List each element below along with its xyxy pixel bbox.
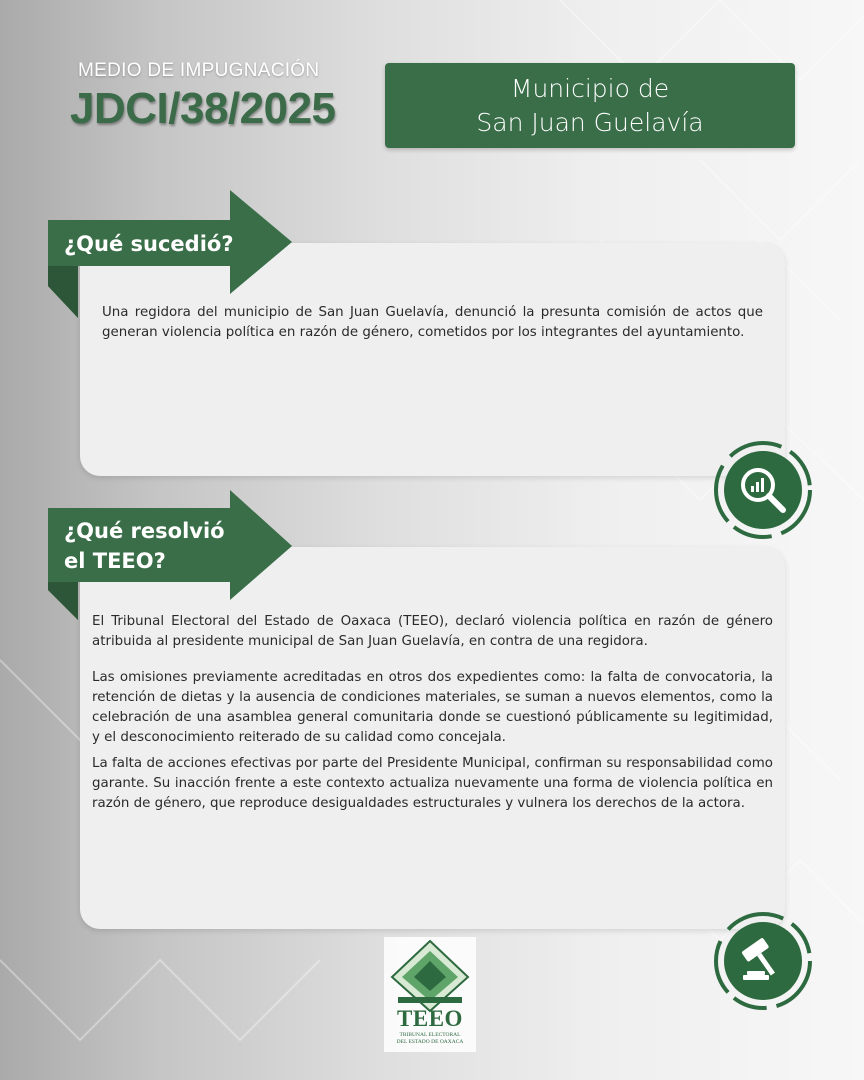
case-number: JDCI/38/2025 bbox=[70, 84, 336, 133]
municipality-box bbox=[385, 63, 795, 148]
logo-subtitle-line-2: DEL ESTADO DE OAXACA bbox=[396, 1039, 464, 1045]
what-happened-title: ¿Qué sucedió? bbox=[64, 232, 234, 256]
resolution-paragraph-1: El Tribunal Electoral del Estado de Oaxaca (TEEO), declaró violencia política en razón de género atribuida al presidente municipal de San Juan Guelavía, en contra de una regidora. bbox=[92, 614, 773, 649]
gavel-icon bbox=[713, 911, 813, 1011]
resolution-paragraph-3: La falta de acciones efectivas por parte del Presidente Municipal, confirman su responsabilidad como garante. Su inacción frente a este contexto actualiza nuevamente una forma de violencia política en razón de género, que reproduce desigualdades estructurales y vulnera los derechos de la actora. bbox=[92, 756, 773, 811]
municipality-line-2: San Juan Guelavía bbox=[476, 107, 704, 137]
resolution-title-line-2: el TEEO? bbox=[64, 549, 166, 573]
what-happened-text: Una regidora del municipio de San Juan Guelavía, denunció la presunta comisión de actos que generan violencia política en razón de género, cometidos por los integrantes del ayuntamiento. bbox=[102, 305, 763, 340]
resolution-title-line-1: ¿Qué resolvió bbox=[64, 519, 225, 543]
logo-name: TEEO bbox=[397, 1006, 463, 1031]
logo-subtitle bbox=[384, 1032, 476, 1046]
case-type-label: MEDIO DE IMPUGNACIÓN bbox=[78, 60, 320, 81]
logo-subtitle-line-1: TRIBUNAL ELECTORAL bbox=[399, 1032, 461, 1038]
magnifier-chart-icon bbox=[713, 440, 813, 540]
resolution-paragraph-2: Las omisiones previamente acreditadas en otros dos expedientes como: la falta de convocatoria, la retención de dietas y la ausencia de condiciones materiales, se suman a nuevos elementos, como la celebración de una asamblea general comunitaria donde se cuestionó públicamente su legitimidad, y el desconocimiento reiterado de su calidad como concejala. bbox=[92, 670, 773, 745]
resolution-title bbox=[64, 516, 225, 576]
municipality-line-1: Municipio de bbox=[510, 73, 670, 103]
